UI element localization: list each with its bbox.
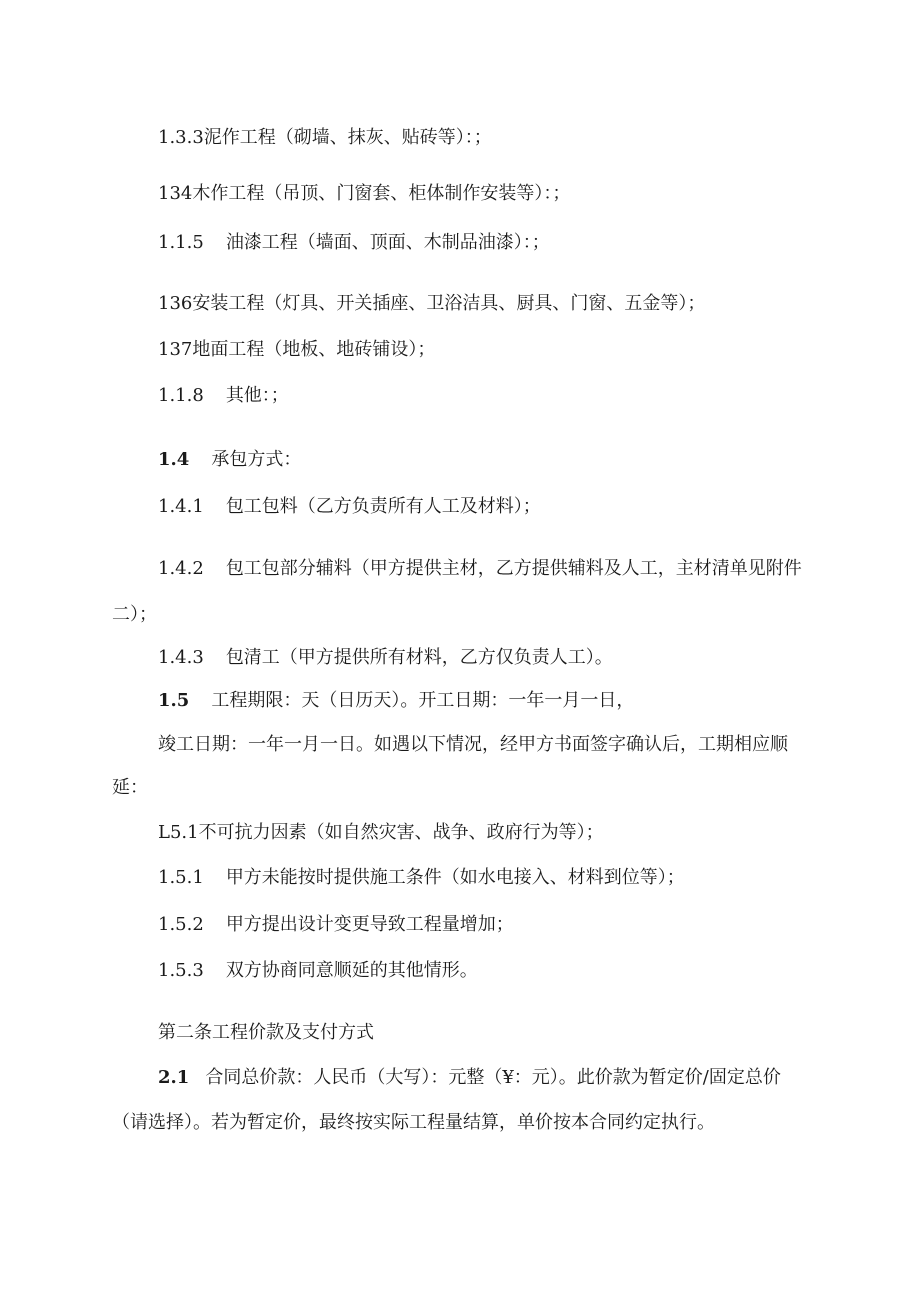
section-text: 合同总价款：人民币（大写）：元整（¥：元）。此价款为暂定价/固定总价 <box>205 1067 781 1088</box>
section-number: 1.5 <box>158 690 190 711</box>
section-1-5-line-3 <box>112 776 148 800</box>
item-text: 136安装工程（灯具、开关插座、卫浴洁具、厨具、门窗、五金等）； <box>158 293 706 314</box>
item-1-3-7 <box>158 338 435 362</box>
item-number: 1.5.2 <box>158 914 204 935</box>
article-title: 第二条工程价款及支付方式 <box>158 1022 374 1043</box>
section-text: （请选择）。若为暂定价，最终按实际工程量结算，单价按本合同约定执行。 <box>112 1112 715 1133</box>
section-number: 1.4 <box>158 449 190 470</box>
item-text: 甲方提出设计变更导致工程量增加； <box>225 914 514 935</box>
section-1-4-heading <box>158 448 301 472</box>
item-text: 甲方未能按时提供施工条件（如水电接入、材料到位等）； <box>225 867 685 888</box>
item-1-3-3 <box>158 126 492 150</box>
item-l5-1 <box>158 821 604 845</box>
item-text: 134木作工程（吊顶、门窗套、柜体制作安装等）：； <box>158 183 571 204</box>
item-number: 1.4.2 <box>158 558 204 579</box>
item-1-5-1 <box>158 866 685 890</box>
item-1-4-2-continuation <box>112 603 157 627</box>
section-text: 竣工日期：一年一月一日。如遇以下情况，经甲方书面签字确认后，工期相应顺 <box>158 734 788 755</box>
section-1-5-line-2 <box>158 733 788 757</box>
item-1-1-5 <box>158 231 550 255</box>
section-text: 延： <box>112 777 148 798</box>
item-number: 1.4.1 <box>158 496 204 517</box>
item-number: 1.1.8 <box>158 385 204 406</box>
item-1-4-3 <box>158 646 613 670</box>
item-text: 包工包料（乙方负责所有人工及材料）； <box>225 496 541 517</box>
section-2-1-line-2 <box>112 1111 715 1135</box>
section-1-5-heading <box>158 689 634 713</box>
item-number: 1.5.1 <box>158 867 204 888</box>
article-2-heading <box>158 1021 374 1045</box>
item-text: 137地面工程（地板、地砖铺设）； <box>158 339 436 360</box>
item-1-3-4 <box>158 182 570 206</box>
item-1-1-8 <box>158 384 289 408</box>
section-2-1 <box>158 1066 781 1090</box>
item-1-5-3 <box>158 959 478 983</box>
item-text: L5.1不可抗力因素（如自然灾害、战争、政府行为等）； <box>158 822 604 843</box>
item-text: 其他：； <box>225 385 289 406</box>
item-text: 包清工（甲方提供所有材料，乙方仅负责人工）。 <box>225 647 613 668</box>
item-text: 二）； <box>112 604 157 625</box>
item-text: 1.3.3泥作工程（砌墙、抹灰、贴砖等）：； <box>158 127 492 148</box>
section-text: 工程期限：天（日历天）。开工日期：一年一月一日， <box>211 690 635 711</box>
section-text: 承包方式： <box>211 449 302 470</box>
item-1-4-1 <box>158 495 541 519</box>
item-number: 1.1.5 <box>158 232 204 253</box>
item-1-5-2 <box>158 913 514 937</box>
item-text: 双方协商同意顺延的其他情形。 <box>225 960 478 981</box>
section-number: 2.1 <box>158 1067 190 1088</box>
item-text: 包工包部分辅料（甲方提供主材，乙方提供辅料及人工，主材清单见附件 <box>225 558 802 579</box>
item-1-3-6 <box>158 292 705 316</box>
item-number: 1.4.3 <box>158 647 204 668</box>
item-text: 油漆工程（墙面、顶面、木制品油漆）：； <box>225 232 550 253</box>
item-1-4-2 <box>158 557 802 581</box>
item-number: 1.5.3 <box>158 960 204 981</box>
